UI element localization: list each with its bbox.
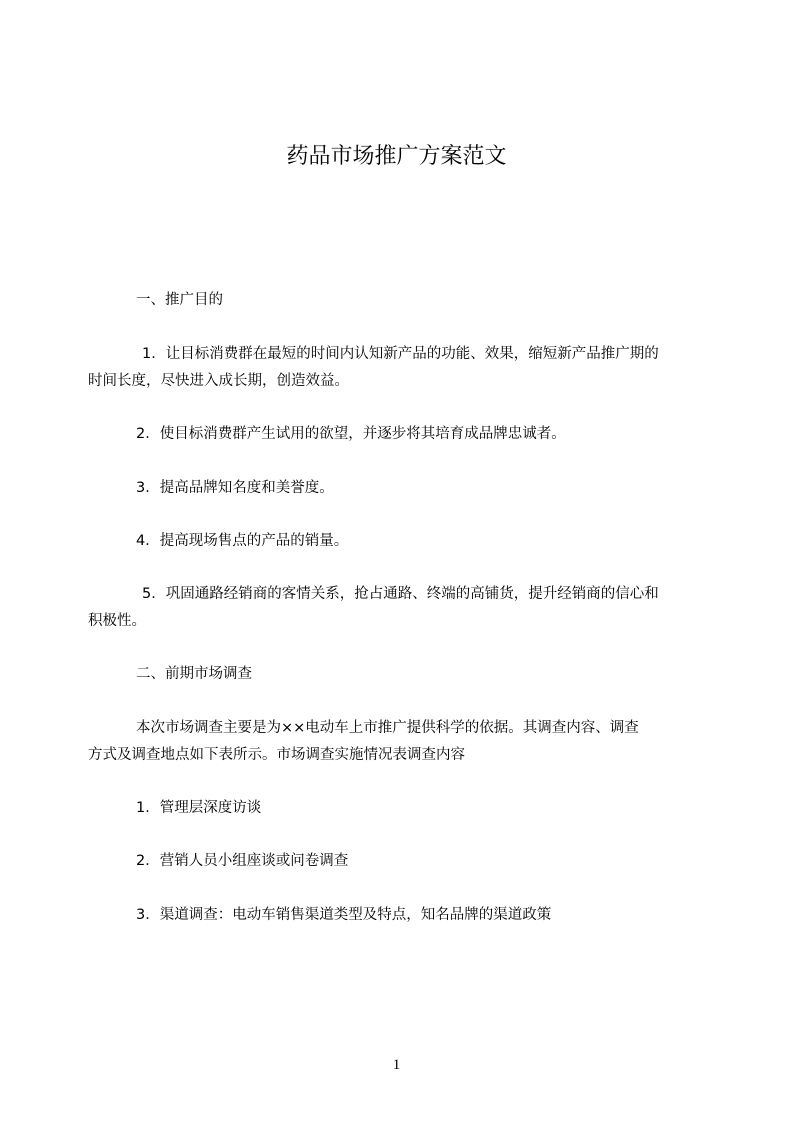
paragraph-line: 3．提高品牌知名度和美誉度。: [136, 480, 334, 496]
paragraph-line: 1．让目标消费群在最短的时间内认知新产品的功能、效果，缩短新产品推广期的: [142, 346, 659, 362]
section-heading-market-survey: 二、前期市场调查: [136, 666, 252, 682]
paragraph-line: 3．渠道调查：电动车销售渠道类型及特点，知名品牌的渠道政策: [136, 907, 552, 923]
paragraph-line: 2．营销人员小组座谈或问卷调查: [136, 853, 349, 869]
paragraph-line: 5．巩固通路经销商的客情关系，抢占通路、终端的高铺货，提升经销商的信心和: [142, 586, 659, 602]
paragraph-line: 时间长度，尽快进入成长期，创造效益。: [88, 373, 349, 389]
paragraph-line: 2．使目标消费群产生试用的欲望，并逐步将其培育成品牌忠诚者。: [136, 426, 566, 442]
section-heading-purpose: 一、推广目的: [136, 292, 223, 308]
paragraph-line: 1．管理层深度访谈: [136, 800, 262, 816]
paragraph-line: 4．提高现场售点的产品的销量。: [136, 533, 349, 549]
paragraph-line: 方式及调查地点如下表所示。市场调查实施情况表调查内容: [88, 747, 465, 763]
page-number: 1: [392, 1057, 401, 1073]
paragraph-line: 本次市场调查主要是为××电动车上市推广提供科学的依据。其调查内容、调查: [136, 720, 639, 736]
paragraph-line: 积极性。: [88, 613, 146, 629]
document-title: 药品市场推广方案范文: [286, 144, 507, 169]
